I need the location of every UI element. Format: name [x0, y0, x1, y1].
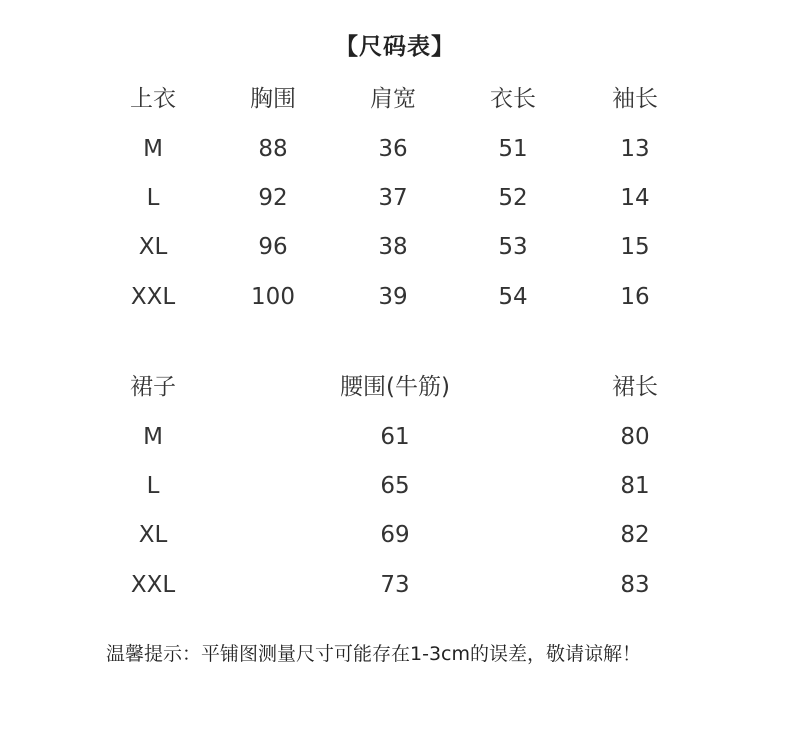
- top-row-xxl-chest: 100: [251, 284, 295, 310]
- top-row-m-shoulder: 36: [378, 136, 408, 162]
- top-header-shoulder: 肩宽: [370, 86, 416, 112]
- skirt-row-l-waist: 65: [380, 473, 410, 499]
- top-row-m-size: M: [143, 136, 163, 162]
- skirt-header-length: 裙长: [612, 374, 658, 400]
- measurement-note: 温馨提示：平铺图测量尺寸可能存在1-3cm的误差，敬请谅解！: [106, 643, 641, 665]
- top-row-xxl-size: XXL: [130, 284, 176, 310]
- top-row-l-chest: 92: [258, 185, 288, 211]
- top-row-xl-length: 53: [498, 234, 528, 260]
- top-row-l-sleeve: 14: [620, 185, 650, 211]
- top-row-l-size: L: [146, 185, 160, 211]
- skirt-row-xl-size: XL: [138, 522, 168, 548]
- skirt-row-m-waist: 61: [380, 424, 410, 450]
- skirt-header-category: 裙子: [130, 374, 176, 400]
- top-row-xl-chest: 96: [258, 234, 288, 260]
- skirt-row-xxl-waist: 73: [380, 572, 410, 598]
- top-row-xxl-length: 54: [498, 284, 528, 310]
- top-row-l-shoulder: 37: [378, 185, 408, 211]
- top-row-xl-shoulder: 38: [378, 234, 408, 260]
- skirt-header-waist: 腰围(牛筋): [340, 374, 450, 400]
- skirt-row-m-size: M: [143, 424, 163, 450]
- skirt-row-l-size: L: [146, 473, 160, 499]
- top-header-chest: 胸围: [250, 86, 296, 112]
- top-row-l-length: 52: [498, 185, 528, 211]
- skirt-row-xl-length: 82: [620, 522, 650, 548]
- skirt-row-xxl-length: 83: [620, 572, 650, 598]
- top-row-xl-sleeve: 15: [620, 234, 650, 260]
- top-header-length: 衣长: [490, 86, 536, 112]
- skirt-row-l-length: 81: [620, 473, 650, 499]
- skirt-row-xxl-size: XXL: [130, 572, 176, 598]
- top-header-sleeve: 袖长: [612, 86, 658, 112]
- skirt-row-m-length: 80: [620, 424, 650, 450]
- top-row-m-length: 51: [498, 136, 528, 162]
- top-row-xxl-shoulder: 39: [378, 284, 408, 310]
- top-row-xxl-sleeve: 16: [620, 284, 650, 310]
- skirt-row-xl-waist: 69: [380, 522, 410, 548]
- top-header-category: 上衣: [130, 86, 176, 112]
- size-chart-title: 【尺码表】: [335, 34, 455, 60]
- top-row-m-sleeve: 13: [620, 136, 650, 162]
- top-row-m-chest: 88: [258, 136, 288, 162]
- top-row-xl-size: XL: [138, 234, 168, 260]
